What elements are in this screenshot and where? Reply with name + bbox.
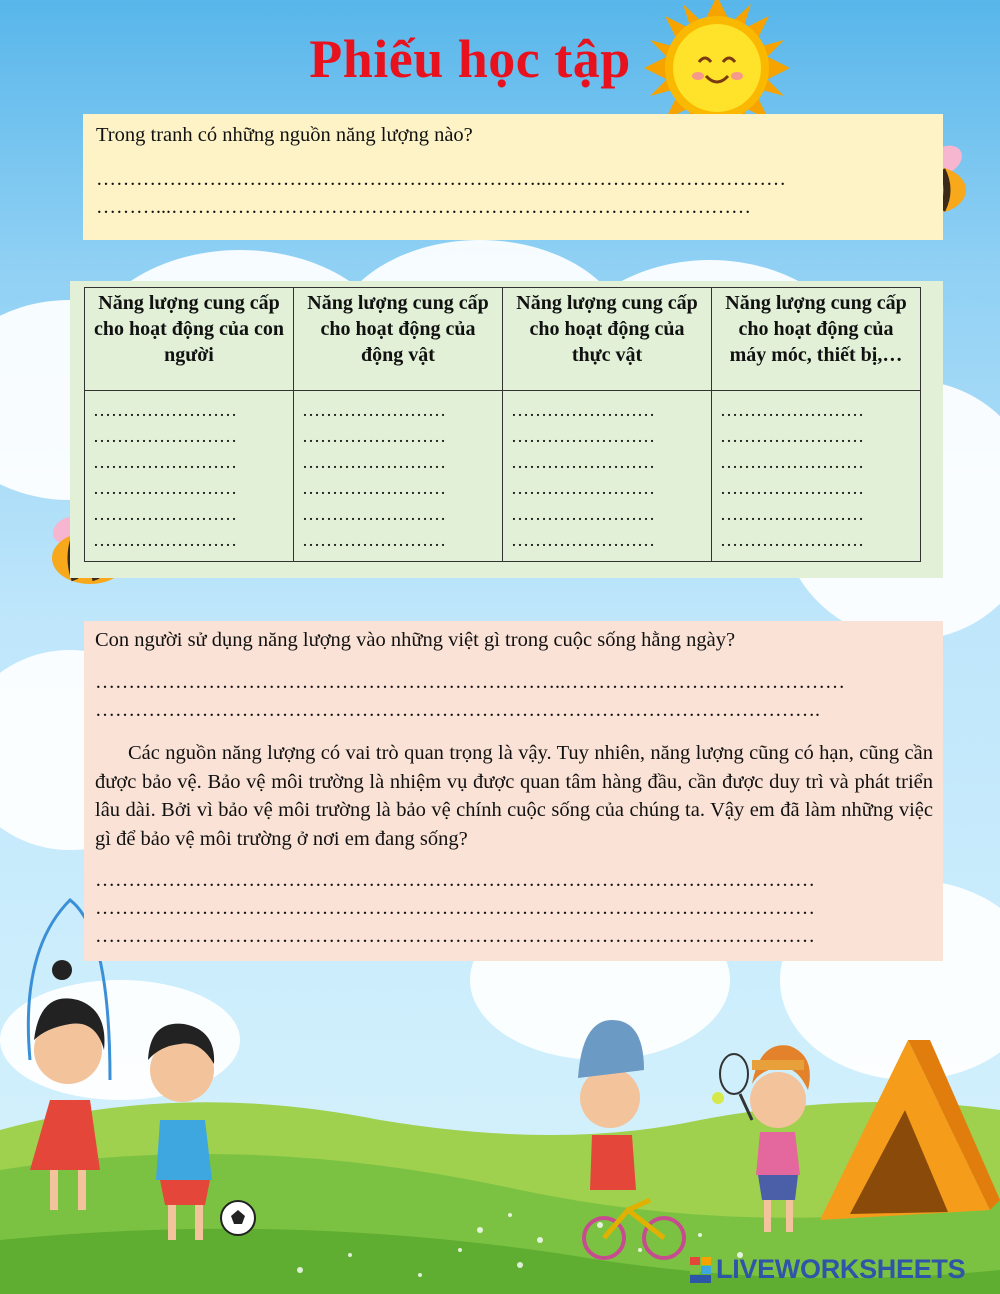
answer-line[interactable]: …………………… — [720, 400, 864, 420]
answer-line[interactable]: …………………………………………………………..……………………………… — [96, 168, 786, 190]
answer-line[interactable]: …………………… — [511, 530, 655, 550]
table-row — [85, 391, 921, 562]
table-header-plants: Năng lượng cung cấp cho hoạt động của thực vật — [503, 288, 712, 391]
table-header-row — [85, 288, 921, 391]
answer-line[interactable]: …………………… — [93, 452, 237, 472]
answer-cell-animals[interactable] — [294, 391, 503, 562]
answer-line[interactable]: …………………… — [302, 452, 446, 472]
answer-line[interactable]: …………………… — [302, 504, 446, 524]
answer-line[interactable]: …………………… — [511, 400, 655, 420]
answer-line[interactable]: …………………… — [720, 452, 864, 472]
answer-line[interactable]: …………………… — [93, 530, 237, 550]
answer-line[interactable]: …………………… — [720, 530, 864, 550]
answer-line[interactable]: ……………………………………………………………………………………………… — [95, 925, 815, 947]
answer-line[interactable]: …………………… — [93, 400, 237, 420]
answer-cell-machines[interactable] — [712, 391, 921, 562]
question-text: Con người sử dụng năng lượng vào những việt gì trong cuộc sống hằng ngày? — [95, 629, 736, 651]
energy-table-box — [70, 281, 943, 578]
table-header-animals: Năng lượng cung cấp cho hoạt động của động vật — [294, 288, 503, 391]
answer-line[interactable]: …………………… — [93, 478, 237, 498]
answer-line[interactable]: ……………………………………………………………………………………………… — [95, 897, 815, 919]
answer-line[interactable]: …………………… — [511, 452, 655, 472]
answer-cell-humans[interactable] — [85, 391, 294, 562]
liveworksheets-logo-icon — [690, 1257, 712, 1283]
answer-line[interactable]: …………………… — [511, 478, 655, 498]
answer-line[interactable]: ………...…………………………………………………………………………… — [96, 196, 751, 218]
brand-watermark — [716, 1254, 965, 1285]
question-box-energy-sources — [83, 114, 943, 240]
answer-line[interactable]: …………………… — [720, 426, 864, 446]
answer-line[interactable]: …………………… — [720, 504, 864, 524]
answer-line[interactable]: …………………… — [302, 426, 446, 446]
answer-line[interactable]: …………………… — [302, 400, 446, 420]
answer-line[interactable]: …………………… — [511, 504, 655, 524]
answer-cell-plants[interactable] — [503, 391, 712, 562]
answer-line[interactable]: …………………… — [302, 530, 446, 550]
energy-table — [84, 287, 921, 562]
answer-line[interactable]: ………………………………………………………………………………………………. — [95, 699, 820, 721]
paragraph-environment: Các nguồn năng lượng có vai trò quan trọng là vậy. Tuy nhiên, năng lượng cũng có hạn, cũng cần được bảo vệ. Bảo vệ môi trường là nhiệm vụ được quan tâm hàng đầu, cần được duy trì và phát triển lâu dài. Bởi vì bảo vệ môi trường là bảo vệ chính cuộc sống của chúng ta. Vậy em đã làm những việc gì để bảo vệ môi trường ở nơi em đang sống? — [95, 742, 933, 850]
table-header-machines: Năng lượng cung cấp cho hoạt động của máy móc, thiết bị,… — [712, 288, 921, 391]
worksheet-title: Phiếu học tập — [309, 29, 631, 89]
answer-line[interactable]: ……………………………………………………………………………………………… — [95, 869, 815, 891]
question-text: Trong tranh có những nguồn năng lượng nào? — [96, 124, 473, 146]
answer-line[interactable]: …………………… — [302, 478, 446, 498]
answer-line[interactable]: …………………… — [93, 426, 237, 446]
table-header-humans: Năng lượng cung cấp cho hoạt động của con người — [85, 288, 294, 391]
answer-line[interactable]: …………………… — [93, 504, 237, 524]
answer-line[interactable]: …………………… — [720, 478, 864, 498]
brand-text: LIVEWORKSHEETS — [716, 1254, 966, 1284]
question-box-energy-use — [84, 621, 943, 961]
answer-line[interactable]: …………………… — [511, 426, 655, 446]
answer-line[interactable]: ……………………………………………………………..…………………………………… — [95, 671, 845, 693]
